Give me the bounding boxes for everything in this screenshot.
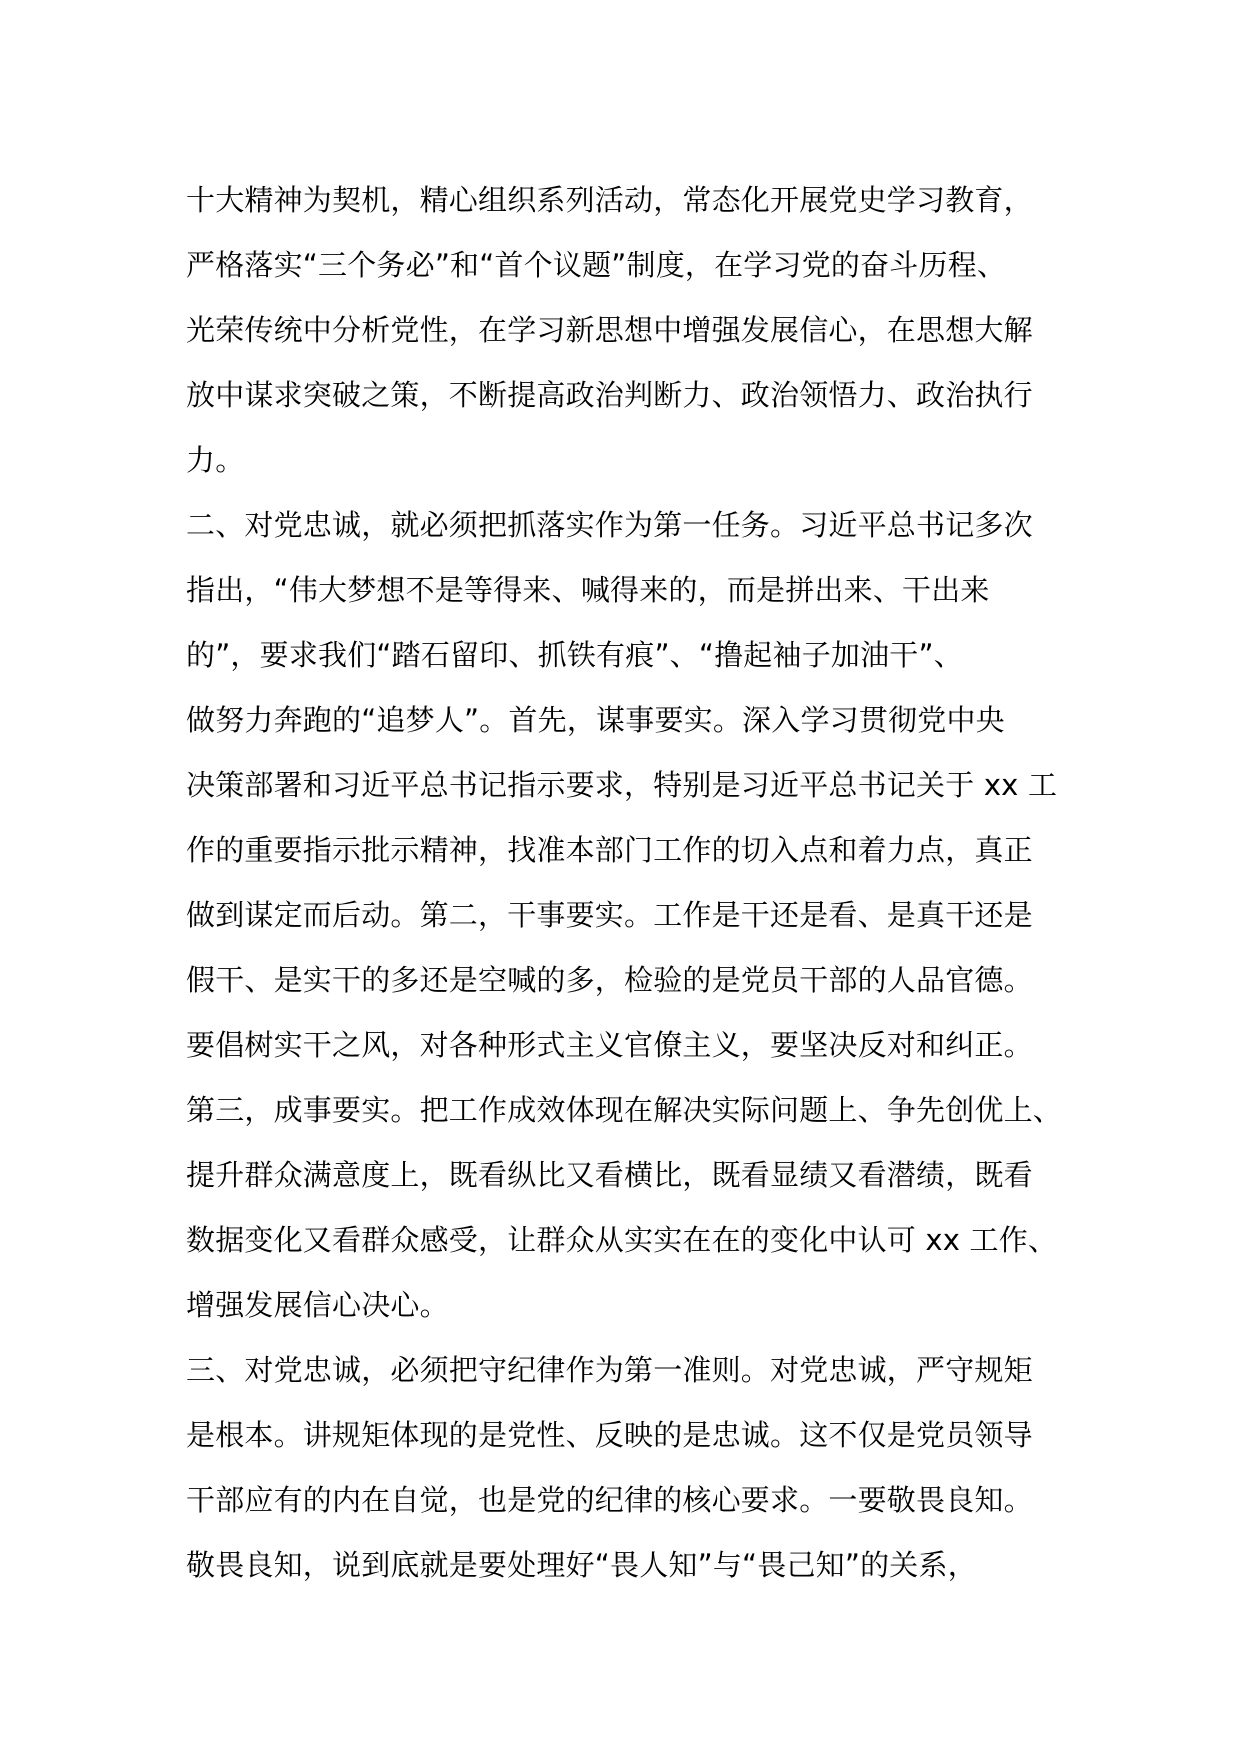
text-line: 作的重要指示批示精神，找准本部门工作的切入点和着力点，真正 xyxy=(186,833,1033,867)
text-line: 严格落实“三个务必”和“首个议题”制度，在学习党的奋斗历程、 xyxy=(186,248,1007,282)
text-line: 假干、是实干的多还是空喊的多，检验的是党员干部的人品官德。 xyxy=(186,963,1033,997)
text-line: 干部应有的内在自觉，也是党的纪律的核心要求。一要敬畏良知。 xyxy=(186,1483,1033,1517)
text-line: 增强发展信心决心。 xyxy=(186,1288,449,1322)
text-line: 是根本。讲规矩体现的是党性、反映的是忠诚。这不仅是党员领导 xyxy=(186,1418,1033,1452)
text-line: 力。 xyxy=(186,443,245,477)
section-heading-line: 三、对党忠诚，必须把守纪律作为第一准则。对党忠诚，严守规矩 xyxy=(186,1353,1033,1387)
body-text xyxy=(186,168,1086,1598)
text-line: 指出，“伟大梦想不是等得来、喊得来的，而是拼出来、干出来 xyxy=(186,573,990,607)
text-line: 第三，成事要实。把工作成效体现在解决实际问题上、争先创优上、 xyxy=(186,1093,1063,1127)
text-line: 放中谋求突破之策，不断提高政治判断力、政治领悟力、政治执行 xyxy=(186,378,1033,412)
text-line: 十大精神为契机，精心组织系列活动，常态化开展党史学习教育， xyxy=(186,183,1033,217)
text-line: 做努力奔跑的“追梦人”。首先，谋事要实。深入学习贯彻党中央 xyxy=(186,703,1005,737)
section-heading-line: 二、对党忠诚，就必须把抓落实作为第一任务。习近平总书记多次 xyxy=(186,508,1033,542)
text-line: 敬畏良知，说到底就是要处理好“畏人知”与“畏己知”的关系， xyxy=(186,1548,977,1582)
text-line: 光荣传统中分析党性，在学习新思想中增强发展信心，在思想大解 xyxy=(186,313,1033,347)
text-line: 的”，要求我们“踏石留印、抓铁有痕”、“撸起袖子加油干”、 xyxy=(186,638,963,672)
text-line: 提升群众满意度上，既看纵比又看横比，既看显绩又看潜绩，既看 xyxy=(186,1158,1033,1192)
text-line: 决策部署和习近平总书记指示要求，特别是习近平总书记关于 xx 工 xyxy=(186,768,1058,802)
text-line: 数据变化又看群众感受，让群众从实实在在的变化中认可 xx 工作、 xyxy=(186,1223,1058,1257)
text-line: 做到谋定而后动。第二，干事要实。工作是干还是看、是真干还是 xyxy=(186,898,1033,932)
text-line: 要倡树实干之风，对各种形式主义官僚主义，要坚决反对和纠正。 xyxy=(186,1028,1033,1062)
